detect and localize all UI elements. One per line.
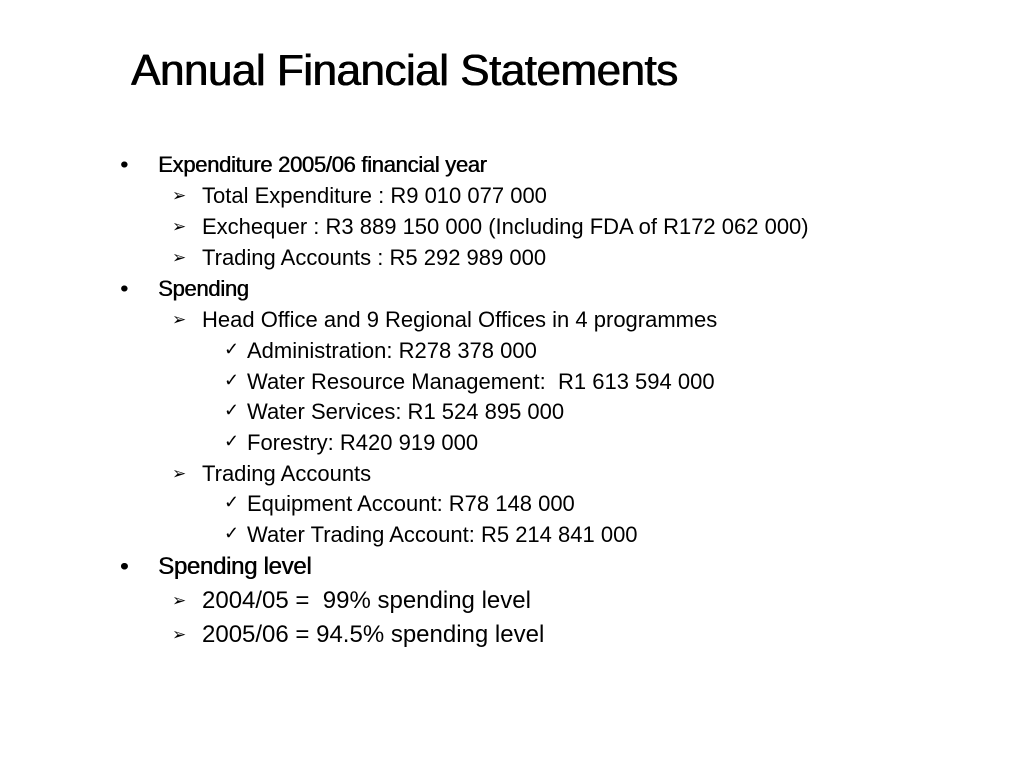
arrow-bullet-icon: ➢ <box>172 186 187 205</box>
list-item-text: Trading Accounts <box>202 461 372 486</box>
arrow-bullet-icon: ➢ <box>172 464 187 483</box>
list-item-text: 2004/05 = 99% spending level <box>202 587 531 614</box>
list-item-text: Total Expenditure : R9 010 077 000 <box>202 183 547 208</box>
arrow-bullet-icon: ➢ <box>172 310 187 329</box>
sub-list-item-text: Water Resource Management: R1 613 594 000 <box>247 369 715 394</box>
sub-list-item-text: Forestry: R420 919 000 <box>247 430 479 455</box>
arrow-bullet-icon: ➢ <box>172 591 187 610</box>
section-heading: Spending level <box>158 553 312 580</box>
checkmark-icon: ✓ <box>224 339 240 359</box>
section-heading: Spending <box>158 276 249 301</box>
checkmark-icon: ✓ <box>224 400 240 420</box>
arrow-bullet-icon: ➢ <box>172 217 187 236</box>
checkmark-icon: ✓ <box>224 370 240 390</box>
arrow-bullet-icon: ➢ <box>172 625 187 644</box>
bullet-icon: • <box>120 276 128 301</box>
sub-list-item-text: Water Trading Account: R5 214 841 000 <box>247 522 638 547</box>
sub-list-item-text: Administration: R278 378 000 <box>247 338 537 363</box>
slide-title: Annual Financial Statements <box>131 46 678 95</box>
list-item-text: 2005/06 = 94.5% spending level <box>202 621 545 648</box>
list-item-text: Exchequer : R3 889 150 000 (Including FDA of R172 062 000) <box>202 214 809 239</box>
sub-list-item-text: Equipment Account: R78 148 000 <box>247 491 575 516</box>
section-heading: Expenditure 2005/06 financial year <box>158 152 487 177</box>
arrow-bullet-icon: ➢ <box>172 248 187 267</box>
checkmark-icon: ✓ <box>224 492 240 512</box>
checkmark-icon: ✓ <box>224 523 240 543</box>
bullet-icon: • <box>120 152 128 177</box>
bullet-icon: • <box>119 553 129 580</box>
sub-list-item-text: Water Services: R1 524 895 000 <box>247 399 565 424</box>
list-item-text: Head Office and 9 Regional Offices in 4 programmes <box>202 307 718 332</box>
checkmark-icon: ✓ <box>224 431 240 451</box>
list-item-text: Trading Accounts : R5 292 989 000 <box>202 245 547 270</box>
